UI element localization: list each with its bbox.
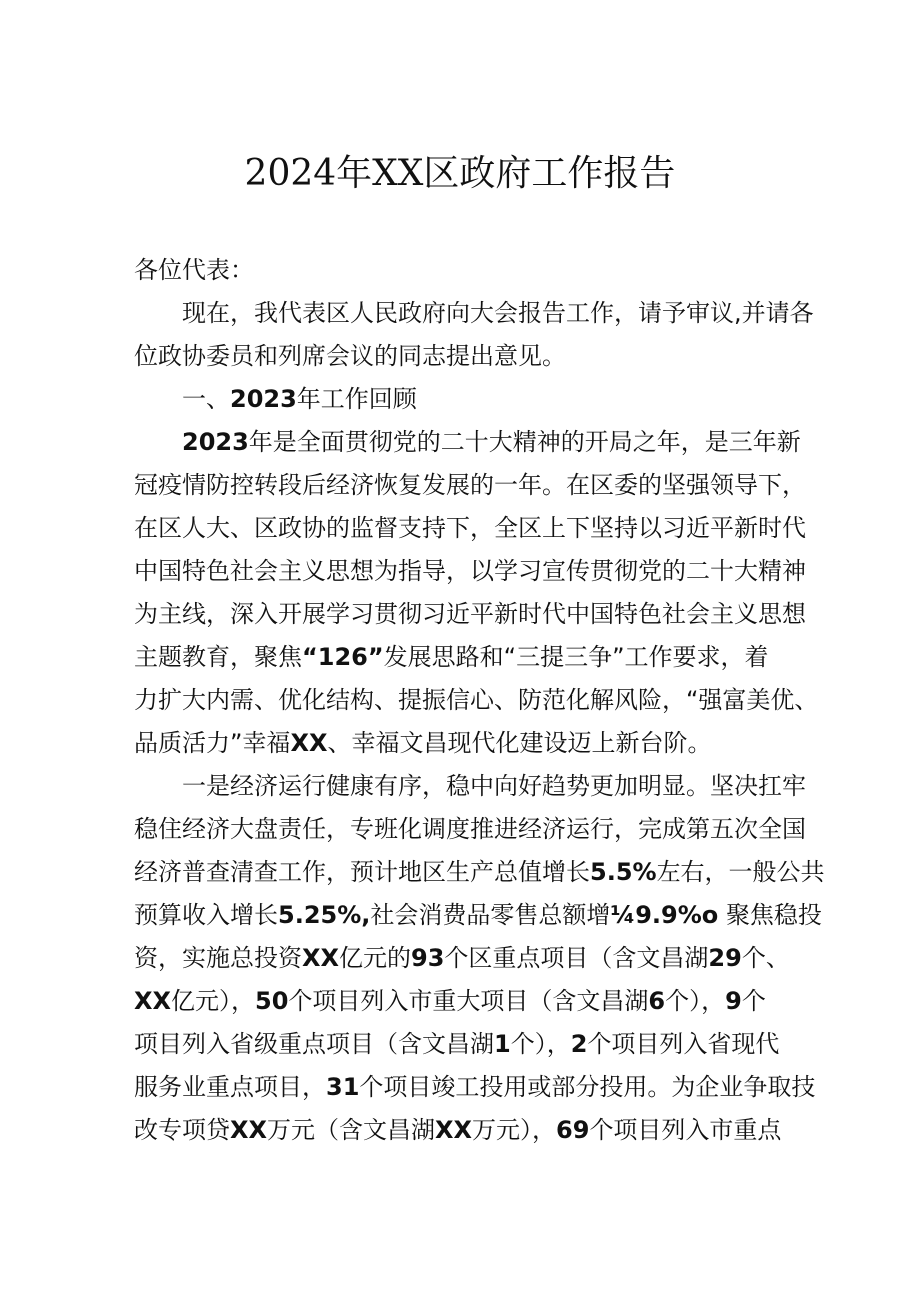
- section-heading-year: 2023: [230, 385, 297, 413]
- paragraph1-line-5: 为主线，深入开展学习贯彻习近平新时代中国特色社会主义思想: [134, 600, 806, 628]
- inline-bold: XX: [290, 729, 328, 757]
- inline-bold: 31: [326, 1073, 360, 1101]
- inline-bold: 29: [708, 944, 742, 972]
- inline-bold: 50: [255, 987, 289, 1015]
- inline-bold: XX: [302, 944, 340, 972]
- inline-text: 个项目竣工投用或部分投用。为企业争取技: [359, 1073, 816, 1101]
- paragraph2-line-3: [134, 855, 825, 889]
- inline-text: 品质活力”幸福: [134, 729, 291, 757]
- inline-bold: XX: [230, 1116, 268, 1144]
- inline-text: 年是全面贯彻党的二十大精神的开局之年，是三年新: [248, 428, 801, 456]
- inline-text: 、幸福文昌现代化建设迈上新台阶。: [327, 729, 712, 757]
- inline-text: 亿元的: [339, 944, 412, 972]
- inline-bold: 2023: [182, 428, 249, 456]
- inline-text: 社会消费品零售总额增: [370, 901, 611, 929]
- inline-bold: 1: [494, 1030, 511, 1058]
- paragraph1-line-2: 冠疫情防控转段后经济恢复发展的一年。在区委的坚强领导下，: [134, 471, 806, 499]
- paragraph2-line-5: [134, 941, 790, 975]
- paragraph2-line-1: 一是经济运行健康有序，稳中向好趋势更加明显。坚决扛牢: [182, 772, 806, 800]
- inline-text: 个: [741, 987, 766, 1015]
- inline-bold: 9: [725, 987, 742, 1015]
- inline-bold: ¼9.9%o: [610, 901, 719, 929]
- inline-text: 项目列入省级重点项目（含文昌湖: [134, 1030, 494, 1058]
- section-heading-prefix: 一、: [182, 385, 230, 413]
- inline-text: 个项目列入市重点: [589, 1116, 782, 1144]
- inline-bold: 93: [411, 944, 445, 972]
- section-heading-suffix: 年工作回顾: [296, 385, 417, 413]
- inline-bold: 6: [648, 987, 666, 1015]
- paragraph1-line-4: 中国特色社会主义思想为指导，以学习宣传贯彻党的二十大精神: [134, 557, 806, 585]
- inline-text: 个项目列入省现代: [587, 1030, 780, 1058]
- paragraph1-line-1: [182, 425, 801, 459]
- inline-bold: “126”: [302, 643, 384, 671]
- inline-bold: 2: [570, 1030, 588, 1058]
- paragraph1-line-3: 在区人大、区政协的监督支持下，全区上下坚持以习近平新时代: [134, 514, 806, 542]
- inline-text: 改专项贷: [134, 1116, 230, 1144]
- paragraph1-line-6: [134, 640, 769, 674]
- inline-text: 左右，一般公共: [656, 858, 825, 886]
- paragraph2-line-9: [134, 1113, 781, 1147]
- inline-text: 经济普查清查工作，预计地区生产总值增长: [134, 858, 590, 886]
- paragraph2-line-8: [134, 1070, 815, 1104]
- inline-text: 聚焦稳投: [725, 901, 822, 929]
- page-title: 2024年XX区政府工作报告: [244, 153, 676, 194]
- intro-line-1: 现在，我代表区人民政府向大会报告工作，请予审议,并请各: [182, 299, 814, 327]
- salutation: 各位代表：: [134, 256, 254, 284]
- inline-text: 个），: [665, 987, 726, 1015]
- paragraph2-line-7: [134, 1027, 779, 1061]
- inline-text: 万元），: [472, 1116, 557, 1144]
- paragraph2-line-6: [134, 984, 766, 1018]
- inline-text: 个），: [510, 1030, 571, 1058]
- paragraph2-line-4: [134, 898, 822, 932]
- inline-text: 个、: [741, 944, 790, 972]
- inline-bold: 5.25%,: [278, 901, 371, 929]
- inline-text: 万元（含文昌湖: [267, 1116, 436, 1144]
- paragraph1-line-8: [134, 726, 711, 760]
- inline-text: 主题教育，聚焦: [134, 643, 302, 671]
- inline-bold: 69: [556, 1116, 590, 1144]
- paragraph2-line-2: 稳住经济大盘责任，专班化调度推进经济运行，完成第五次全国: [134, 815, 806, 843]
- inline-text: 个项目列入市重大项目（含文昌湖: [288, 987, 649, 1015]
- inline-bold: XX: [134, 987, 172, 1015]
- inline-text: 发展思路和“三提三争”工作要求，着: [383, 643, 769, 671]
- paragraph1-line-7: 力扩大内需、优化结构、提振信心、防范化解风险，“强富美优、: [134, 686, 819, 714]
- inline-text: 亿元），: [171, 987, 256, 1015]
- inline-bold: XX: [435, 1116, 473, 1144]
- inline-text: 个区重点项目（含文昌湖: [444, 944, 709, 972]
- section-heading: [182, 382, 417, 416]
- inline-text: 服务业重点项目，: [134, 1073, 326, 1101]
- inline-bold: 5.5%: [590, 858, 657, 886]
- intro-line-2: 位政协委员和列席会议的同志提出意见。: [134, 342, 566, 370]
- inline-text: 预算收入增长: [134, 901, 278, 929]
- inline-text: 资，实施总投资: [134, 944, 302, 972]
